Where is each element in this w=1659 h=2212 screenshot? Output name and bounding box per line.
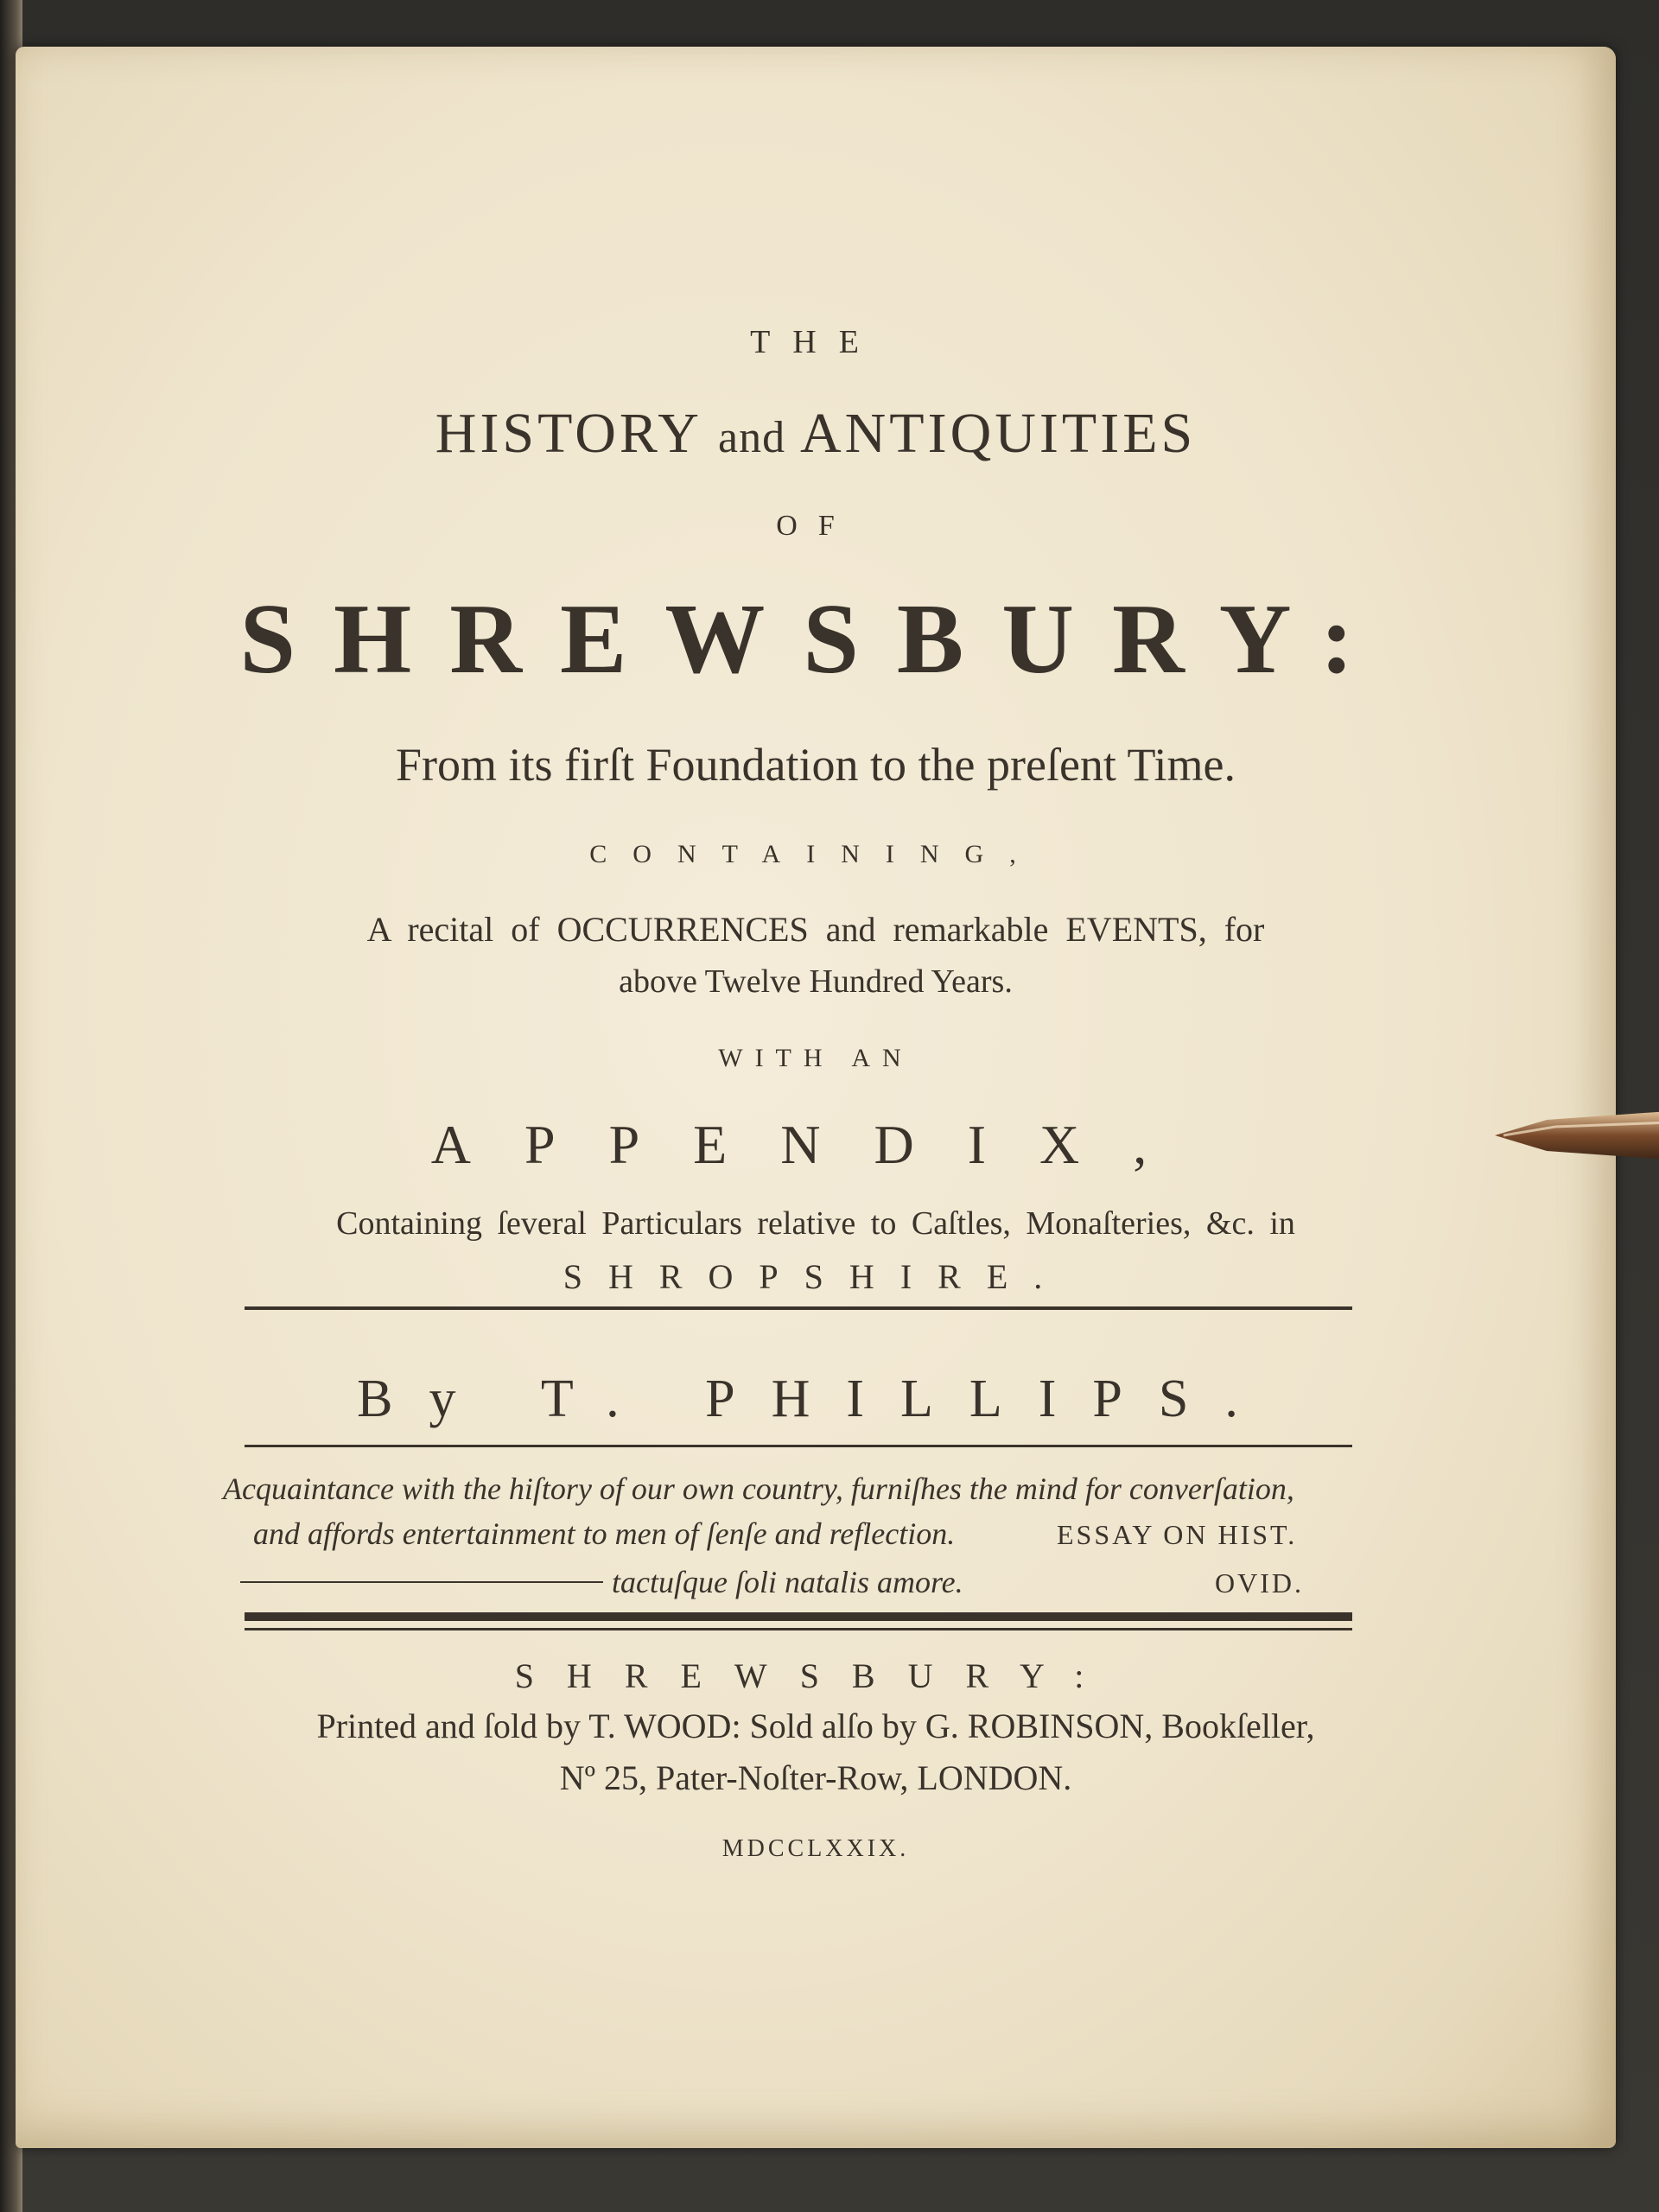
- containing-heading: CONTAINING,: [589, 840, 1042, 868]
- shropshire-line: SHROPSHIRE.: [563, 1257, 1069, 1296]
- rule-above-byline: [245, 1306, 1352, 1310]
- epigraph-1-line-2: and affords entertainment to men of ſenſe and reflection.: [253, 1516, 956, 1551]
- imprint-date: MDCCLXXIX.: [721, 1835, 910, 1862]
- title-history: HISTORY: [435, 402, 701, 465]
- title-antiquities: ANTIQUITIES: [799, 402, 1197, 465]
- appendix-heading: APPENDIX,: [430, 1114, 1201, 1175]
- epigraph-2-text: tactuſque ſoli natalis amore.: [612, 1565, 963, 1599]
- subtitle: From its firſt Foundation to the preſent Time.: [396, 739, 1236, 791]
- epigraph-2-source: OVID.: [1215, 1567, 1304, 1599]
- title-the: THE: [750, 324, 881, 360]
- epigraph-1-source: ESSAY ON HIST.: [1057, 1519, 1298, 1550]
- recital-line-2: above Twelve Hundred Years.: [619, 963, 1013, 1000]
- byline: By T. PHILLIPS.: [357, 1370, 1274, 1428]
- pen-tip-icon: [1495, 1104, 1659, 1166]
- thin-rule: [245, 1628, 1352, 1630]
- with-an-heading: WITH AN: [718, 1044, 913, 1072]
- imprint-line-2: Nº 25, Pater-Noſter-Row, LONDON.: [559, 1758, 1072, 1797]
- title-page: [16, 47, 1616, 2148]
- thick-rule: [245, 1612, 1352, 1621]
- imprint-town: SHREWSBURY:: [514, 1656, 1117, 1695]
- epigraph-dash: [240, 1581, 603, 1583]
- title-of: OF: [776, 510, 855, 542]
- epigraph-1-line-1: Acquaintance with the hiſtory of our own country, furniſhes the mind for converſation,: [223, 1471, 1294, 1506]
- recital-line-1: A recital of OCCURRENCES and remarkable EVENTS, for: [366, 910, 1265, 949]
- castles-line: Containing ſeveral Particulars relative to Caſtles, Monaſteries, &c. in: [336, 1205, 1295, 1242]
- imprint-line-1: Printed and ſold by T. WOOD: Sold alſo by G. ROBINSON, Bookſeller,: [316, 1707, 1315, 1745]
- title-and: and: [718, 413, 786, 462]
- rule-below-byline: [245, 1445, 1352, 1447]
- title-main: [16, 401, 1616, 467]
- title-place: SHREWSBURY:: [239, 584, 1392, 695]
